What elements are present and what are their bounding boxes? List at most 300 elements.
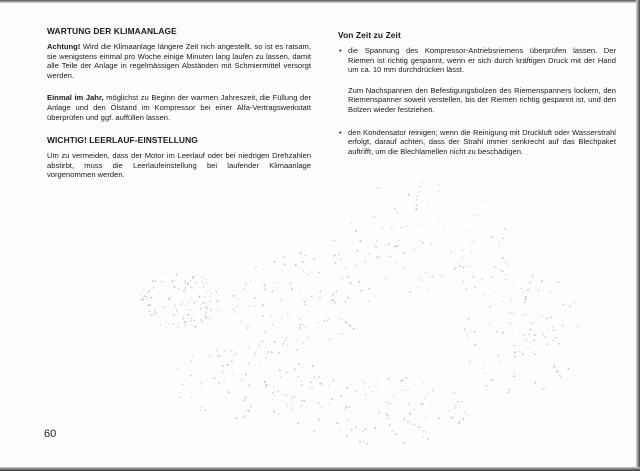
noise-speck [345, 408, 347, 410]
noise-speck [319, 292, 320, 293]
noise-speck [550, 316, 552, 318]
noise-speck [302, 277, 303, 278]
noise-speck [197, 403, 198, 404]
noise-speck [213, 351, 214, 352]
noise-speck [332, 300, 334, 302]
noise-speck [542, 388, 544, 390]
noise-speck [209, 400, 210, 401]
noise-speck [280, 298, 281, 299]
noise-speck [529, 342, 530, 343]
noise-speck [308, 300, 309, 301]
noise-speck [362, 304, 363, 305]
noise-speck [187, 314, 189, 316]
noise-speck [190, 301, 191, 302]
noise-speck [194, 320, 195, 321]
noise-speck [525, 298, 527, 300]
noise-speck [497, 324, 498, 325]
noise-speck [258, 262, 259, 263]
noise-speck [335, 262, 337, 264]
noise-speck [375, 385, 376, 386]
noise-speck [407, 421, 408, 422]
noise-speck [308, 274, 310, 276]
noise-speck [376, 257, 378, 259]
noise-speck [150, 314, 152, 316]
noise-speck [408, 194, 410, 196]
noise-speck [336, 258, 337, 259]
noise-speck [205, 318, 206, 319]
noise-speck [463, 418, 464, 419]
noise-speck [346, 268, 347, 269]
noise-speck [350, 384, 351, 385]
noise-speck [302, 261, 304, 263]
noise-speck [168, 298, 170, 300]
noise-speck [395, 263, 397, 265]
noise-speck [464, 412, 465, 413]
noise-speck [456, 221, 457, 222]
noise-speck [244, 399, 246, 401]
task-list-2 [338, 128, 616, 157]
noise-speck [574, 302, 575, 303]
noise-speck [495, 222, 496, 223]
noise-speck [171, 374, 172, 375]
noise-speck [542, 316, 543, 317]
noise-speck [382, 213, 383, 214]
noise-speck [324, 320, 326, 322]
noise-speck [200, 381, 201, 382]
noise-speck [237, 298, 238, 299]
noise-speck [272, 270, 273, 271]
noise-speck [299, 319, 300, 320]
noise-speck [307, 408, 308, 409]
noise-speck [502, 237, 504, 239]
noise-speck [267, 365, 268, 366]
noise-speck [342, 215, 343, 216]
page-number: 60 [44, 428, 57, 440]
noise-speck [322, 385, 323, 386]
noise-speck [395, 433, 397, 435]
noise-speck [486, 225, 487, 226]
noise-speck [301, 384, 303, 386]
noise-speck [378, 256, 380, 258]
noise-speck [365, 404, 366, 405]
paragraph-yearly [47, 93, 311, 122]
noise-speck [200, 307, 201, 308]
noise-speck [342, 319, 343, 320]
noise-speck [283, 257, 285, 259]
noise-speck [152, 280, 154, 282]
noise-speck [498, 242, 499, 243]
noise-speck [500, 269, 501, 270]
noise-speck [325, 290, 326, 291]
noise-speck [202, 287, 203, 288]
noise-speck [421, 404, 422, 405]
noise-speck [339, 318, 340, 319]
noise-speck [247, 327, 249, 329]
noise-speck [365, 428, 366, 429]
noise-speck [466, 337, 467, 338]
noise-speck [396, 245, 398, 247]
noise-speck [205, 410, 207, 412]
noise-speck [283, 343, 285, 345]
noise-speck [325, 336, 326, 337]
noise-speck [188, 309, 189, 310]
noise-speck [295, 264, 297, 266]
noise-speck [197, 324, 198, 325]
noise-speck [484, 343, 485, 344]
noise-speck [356, 417, 357, 418]
noise-speck [176, 310, 178, 312]
noise-speck [471, 251, 472, 252]
noise-speck [359, 240, 360, 241]
noise-speck [492, 237, 493, 238]
noise-speck [185, 305, 186, 306]
noise-speck [363, 388, 364, 389]
noise-speck [338, 254, 339, 255]
noise-speck [513, 376, 514, 377]
noise-speck [377, 381, 378, 382]
noise-speck [385, 278, 386, 279]
noise-speck [365, 394, 366, 395]
noise-speck [316, 251, 317, 252]
noise-speck [185, 287, 187, 289]
noise-speck [335, 302, 337, 304]
noise-speck [558, 282, 559, 283]
noise-speck [244, 415, 246, 417]
noise-speck [335, 297, 336, 298]
noise-speck [311, 295, 313, 297]
noise-speck [356, 250, 358, 252]
noise-speck [251, 405, 252, 406]
noise-speck [265, 283, 266, 284]
noise-speck [170, 285, 171, 286]
noise-speck [546, 344, 548, 346]
noise-speck [209, 301, 210, 302]
noise-speck [414, 409, 415, 410]
noise-speck [243, 417, 245, 419]
noise-speck [190, 320, 192, 322]
attention-text: Wird die Klimaanlage längere Zeit nich angestellt, so ist es ratsam, sie wenigstens einmal pro Woche einige Minuten lang laufen zu lassen, damit alle Teile der Anlage in regelmässigen Abständen mit Schmiermittel versorgt werden. [47, 42, 311, 80]
noise-speck [257, 402, 258, 403]
noise-speck [300, 284, 301, 285]
noise-speck [160, 324, 161, 325]
noise-speck [191, 298, 192, 299]
noise-speck [449, 410, 450, 411]
noise-speck [366, 404, 367, 405]
noise-speck [210, 311, 211, 312]
noise-speck [466, 334, 467, 335]
noise-speck [249, 306, 251, 308]
noise-speck [364, 382, 365, 383]
noise-speck [305, 265, 306, 266]
noise-speck [474, 335, 475, 336]
noise-speck [505, 374, 506, 375]
noise-speck [190, 280, 191, 281]
noise-speck [200, 390, 201, 391]
noise-speck [272, 324, 274, 326]
noise-speck [156, 314, 157, 315]
noise-speck [318, 322, 319, 323]
noise-speck [249, 327, 250, 328]
noise-speck [173, 287, 174, 288]
noise-speck [403, 443, 405, 445]
noise-speck [400, 386, 401, 387]
noise-speck [232, 355, 233, 356]
noise-speck [267, 351, 269, 353]
noise-speck [534, 382, 536, 384]
noise-speck [190, 310, 191, 311]
noise-speck [463, 328, 465, 330]
noise-speck [201, 320, 202, 321]
noise-speck [248, 385, 250, 387]
noise-speck [253, 418, 254, 419]
noise-speck [363, 441, 364, 442]
noise-speck [403, 389, 404, 390]
heading-periodic: Von Zeit zu Zeit [338, 30, 401, 40]
noise-speck [232, 308, 234, 310]
noise-speck [305, 327, 306, 328]
noise-speck [331, 303, 332, 304]
noise-speck [419, 240, 420, 241]
noise-speck [415, 436, 416, 437]
noise-speck [313, 258, 315, 260]
noise-speck [154, 297, 155, 298]
noise-speck [451, 252, 452, 253]
noise-speck [356, 265, 358, 267]
noise-speck [401, 221, 402, 222]
noise-speck [426, 291, 427, 292]
noise-speck [233, 295, 235, 297]
noise-speck [202, 322, 203, 323]
noise-speck [353, 328, 355, 330]
noise-speck [311, 272, 312, 273]
noise-speck [376, 241, 377, 242]
noise-speck [420, 253, 421, 254]
noise-speck [350, 282, 352, 284]
noise-speck [172, 270, 173, 271]
noise-speck [491, 276, 493, 278]
noise-speck [280, 371, 281, 372]
noise-speck [396, 190, 397, 191]
noise-speck [216, 310, 217, 311]
noise-speck [401, 227, 402, 228]
noise-speck [381, 227, 382, 228]
noise-speck [415, 220, 416, 221]
noise-speck [254, 297, 256, 299]
noise-speck [149, 290, 151, 292]
noise-speck [451, 417, 453, 419]
noise-speck [485, 385, 487, 387]
noise-speck [245, 283, 247, 285]
noise-speck [476, 375, 477, 376]
noise-speck [372, 390, 373, 391]
noise-speck [159, 321, 160, 322]
noise-speck [475, 297, 476, 298]
noise-speck [303, 324, 304, 325]
noise-speck [201, 406, 202, 407]
noise-speck [559, 375, 561, 377]
noise-speck [507, 265, 508, 266]
noise-speck [206, 296, 207, 297]
noise-speck [256, 349, 257, 350]
noise-speck [479, 236, 480, 237]
noise-speck [481, 278, 483, 280]
noise-speck [511, 300, 512, 301]
noise-speck [287, 406, 288, 407]
noise-speck [269, 393, 270, 394]
noise-speck [301, 320, 302, 321]
noise-speck [443, 228, 444, 229]
noise-speck [264, 364, 265, 365]
noise-speck [407, 390, 408, 391]
noise-speck [360, 290, 362, 292]
noise-speck [258, 345, 260, 347]
noise-speck [459, 412, 460, 413]
noise-speck [203, 296, 204, 297]
noise-speck [143, 290, 144, 291]
noise-speck [182, 383, 184, 385]
noise-speck [312, 387, 313, 388]
noise-speck [245, 374, 247, 376]
noise-speck [534, 334, 536, 336]
noise-speck [310, 387, 311, 388]
noise-speck [428, 291, 429, 292]
noise-speck [522, 315, 523, 316]
noise-speck [296, 349, 298, 351]
noise-speck [349, 325, 351, 327]
noise-speck [502, 257, 504, 259]
noise-speck [568, 368, 570, 370]
noise-speck [348, 407, 349, 408]
noise-speck [334, 240, 336, 242]
noise-speck [422, 436, 423, 437]
noise-speck [262, 340, 263, 341]
noise-speck [153, 287, 155, 289]
noise-speck [494, 292, 495, 293]
noise-speck [535, 353, 537, 355]
noise-speck [508, 391, 510, 393]
noise-speck [187, 302, 188, 303]
noise-speck [349, 324, 350, 325]
noise-speck [525, 296, 527, 298]
noise-speck [569, 306, 571, 308]
noise-speck [360, 240, 362, 242]
noise-speck [290, 282, 292, 284]
noise-speck [375, 246, 377, 248]
noise-speck [456, 404, 457, 405]
noise-speck [338, 333, 339, 334]
noise-speck [181, 301, 182, 302]
noise-speck [469, 230, 470, 231]
noise-speck [176, 283, 177, 284]
noise-speck [231, 360, 233, 362]
noise-speck [394, 245, 395, 246]
noise-speck [187, 379, 188, 380]
noise-speck [258, 383, 259, 384]
noise-speck [201, 377, 202, 378]
noise-speck [325, 316, 326, 317]
noise-speck [467, 338, 468, 339]
noise-speck [409, 413, 411, 415]
noise-speck [302, 366, 303, 367]
noise-speck [400, 380, 402, 382]
noise-speck [228, 391, 230, 393]
noise-speck [173, 314, 175, 316]
noise-speck [501, 342, 502, 343]
noise-speck [244, 382, 245, 383]
noise-speck [478, 214, 479, 215]
noise-speck [512, 285, 513, 286]
noise-speck [293, 396, 295, 398]
noise-speck [459, 265, 461, 267]
noise-speck [191, 287, 192, 288]
noise-speck [309, 366, 310, 367]
noise-speck [482, 239, 483, 240]
noise-speck [538, 290, 540, 292]
noise-speck [182, 317, 183, 318]
noise-speck [282, 301, 283, 302]
noise-speck [374, 216, 376, 218]
noise-speck [390, 256, 392, 258]
noise-speck [529, 334, 531, 336]
noise-speck [281, 252, 282, 253]
noise-speck [321, 431, 322, 432]
noise-speck [300, 408, 301, 409]
noise-speck [244, 299, 245, 300]
noise-speck [355, 391, 356, 392]
noise-speck [241, 306, 242, 307]
noise-speck [361, 224, 362, 225]
noise-speck [460, 191, 461, 192]
noise-speck [545, 375, 546, 376]
noise-speck [364, 290, 365, 291]
noise-speck [173, 323, 174, 324]
noise-speck [308, 311, 309, 312]
noise-speck [201, 382, 202, 383]
noise-speck [274, 390, 275, 391]
noise-speck [355, 230, 357, 232]
noise-speck [489, 306, 491, 308]
noise-speck [254, 354, 255, 355]
noise-speck [169, 296, 170, 297]
noise-speck [174, 305, 176, 307]
noise-speck [254, 352, 255, 353]
noise-speck [244, 288, 245, 289]
right-column [338, 30, 616, 169]
noise-speck [414, 383, 415, 384]
noise-speck [191, 318, 193, 320]
noise-speck [333, 277, 334, 278]
noise-speck [185, 294, 186, 295]
noise-speck [346, 420, 347, 421]
noise-speck [438, 217, 439, 218]
yearly-label: Einmal im Jahr, [47, 93, 104, 103]
noise-speck [388, 378, 390, 380]
noise-speck [345, 406, 347, 408]
noise-speck [149, 304, 151, 306]
noise-speck [497, 354, 499, 356]
noise-speck [340, 395, 342, 397]
noise-speck [292, 409, 293, 410]
noise-speck [385, 245, 386, 246]
noise-speck [533, 372, 534, 373]
noise-speck [248, 410, 250, 412]
noise-speck [386, 204, 387, 205]
noise-speck [195, 326, 197, 328]
noise-speck [301, 400, 303, 402]
noise-speck [265, 331, 266, 332]
noise-speck [461, 401, 462, 402]
noise-speck [231, 351, 233, 353]
